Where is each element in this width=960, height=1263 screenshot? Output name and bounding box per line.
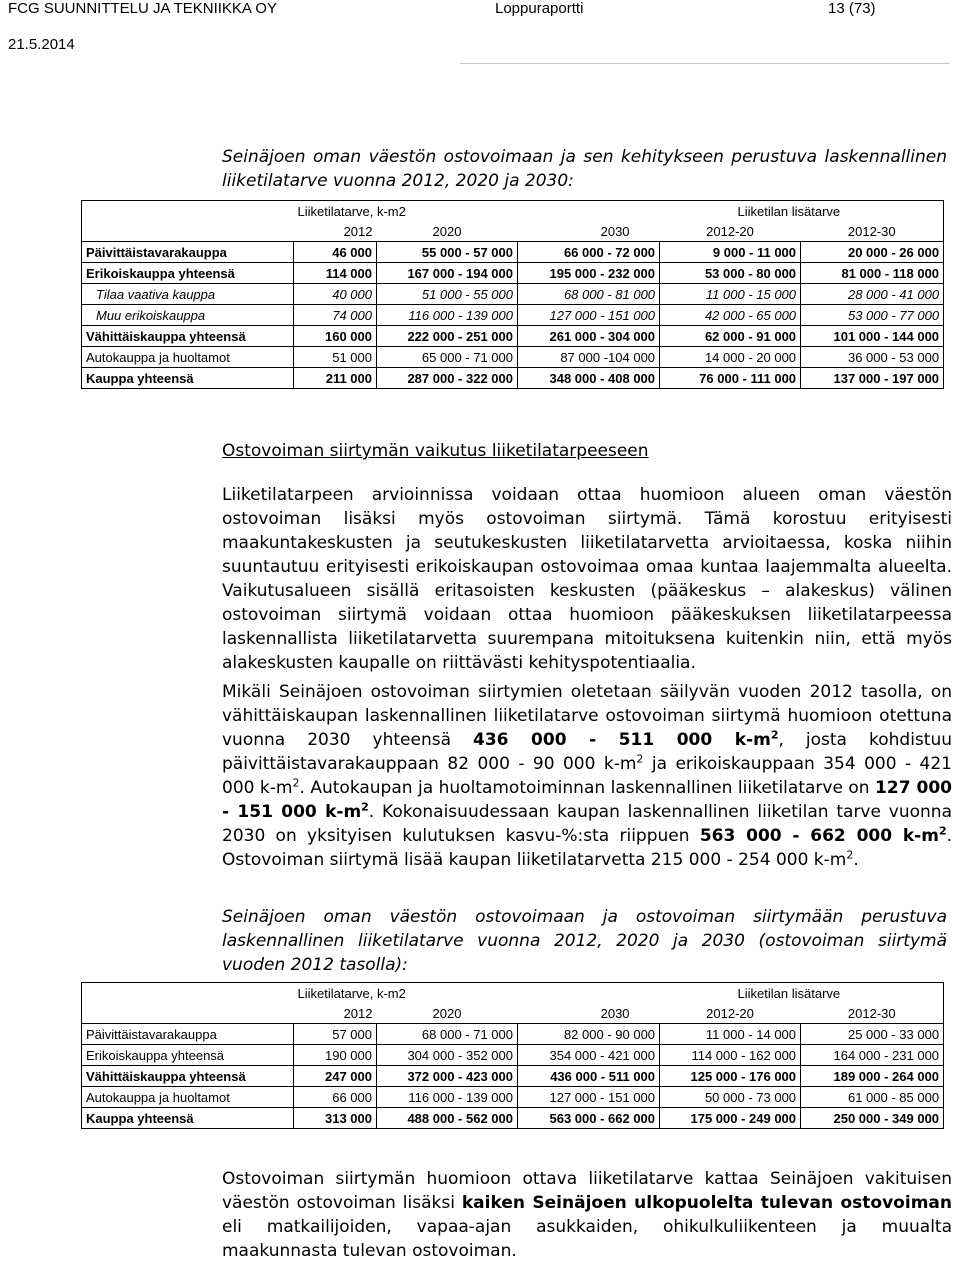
table-row — [82, 305, 944, 326]
row-label: Erikoiskauppa yhteensä — [82, 263, 294, 284]
cell: 42 000 - 65 000 — [660, 305, 801, 326]
cell: 116 000 - 139 000 — [377, 1087, 518, 1108]
row-label: Tilaa vaativa kauppa — [82, 284, 294, 305]
cell: 81 000 - 118 000 — [801, 263, 944, 284]
cell: 51 000 - 55 000 — [377, 284, 518, 305]
cell: 189 000 - 264 000 — [801, 1066, 944, 1087]
table-row — [82, 326, 944, 347]
cell: 211 000 — [294, 368, 377, 389]
cell: 488 000 - 562 000 — [377, 1108, 518, 1129]
cell: 25 000 - 33 000 — [801, 1024, 944, 1045]
cell: 36 000 - 53 000 — [801, 347, 944, 368]
table-year-row — [82, 221, 944, 242]
cell: 137 000 - 197 000 — [801, 368, 944, 389]
cell: 114 000 - 162 000 — [660, 1045, 801, 1066]
cell: 222 000 - 251 000 — [377, 326, 518, 347]
cell: 66 000 - 72 000 — [518, 242, 660, 263]
section-title: Ostovoiman siirtymän vaikutus liiketilatarpeeseen — [222, 441, 649, 461]
row-label: Erikoiskauppa yhteensä — [82, 1045, 294, 1066]
cell: 125 000 - 176 000 — [660, 1066, 801, 1087]
cell: 11 000 - 14 000 — [660, 1024, 801, 1045]
table-row — [82, 284, 944, 305]
cell: 372 000 - 423 000 — [377, 1066, 518, 1087]
table-row — [82, 1045, 944, 1066]
cell: 304 000 - 352 000 — [377, 1045, 518, 1066]
cell: 46 000 — [294, 242, 377, 263]
table-row — [82, 1087, 944, 1108]
cell: 65 000 - 71 000 — [377, 347, 518, 368]
table2-caption: Seinäjoen oman väestön ostovoimaan ja ostovoiman siirtymään perustuva laskennallinen liiketilatarve vuonna 2012, 2020 ja 2030 (ostovoiman siirtymä vuoden 2012 tasolla): — [222, 907, 947, 975]
row-label: Kauppa yhteensä — [82, 368, 294, 389]
year-cell: 2012 — [343, 1005, 373, 1021]
cell: 436 000 - 511 000 — [518, 1066, 660, 1087]
header-additional-demand: Liiketilan lisätarve — [660, 201, 944, 222]
cell: 66 000 — [294, 1087, 377, 1108]
cell: 354 000 - 421 000 — [518, 1045, 660, 1066]
cell: 74 000 — [294, 305, 377, 326]
table-header-row — [82, 983, 944, 1004]
cell: 20 000 - 26 000 — [801, 242, 944, 263]
cell: 563 000 - 662 000 — [518, 1108, 660, 1129]
year-cell: 2020 — [432, 223, 462, 239]
table-row — [82, 1066, 944, 1087]
table-own-population — [81, 200, 944, 389]
row-label: Vähittäiskauppa yhteensä — [82, 326, 294, 347]
cell: 250 000 - 349 000 — [801, 1108, 944, 1129]
year-cell: 2030 — [600, 1005, 630, 1021]
paragraph-coverage: Ostovoiman siirtymän huomioon ottava liiketilatarve kattaa Seinäjoen vakituisen väestön ostovoiman lisäksi kaiken Seinäjoen ulkopuolelta tulevan ostovoiman eli matkailijoiden, vapaa-ajan asukkaiden, ohikulkuliikenteen ja muualta maakunnasta tulevan ostovoiman. — [222, 1169, 952, 1261]
cell: 53 000 - 77 000 — [801, 305, 944, 326]
header-space-demand: Liiketilatarve, k-m2 — [294, 983, 660, 1004]
cell: 55 000 - 57 000 — [377, 242, 518, 263]
table-row — [82, 263, 944, 284]
cell: 190 000 — [294, 1045, 377, 1066]
cell: 68 000 - 71 000 — [377, 1024, 518, 1045]
cell: 127 000 - 151 000 — [518, 305, 660, 326]
cell: 51 000 — [294, 347, 377, 368]
page-number: 13 (73) — [828, 0, 876, 17]
cell: 62 000 - 91 000 — [660, 326, 801, 347]
year-cell: 2012 — [343, 223, 373, 239]
cell: 348 000 - 408 000 — [518, 368, 660, 389]
emphasis-outside-purchasing-power: kaiken Seinäjoen ulkopuolelta tulevan ostovoiman — [461, 1193, 952, 1213]
table-row — [82, 242, 944, 263]
table1-caption: Seinäjoen oman väestön ostovoimaan ja sen kehitykseen perustuva laskennallinen liiketilatarve vuonna 2012, 2020 ja 2030: — [222, 147, 947, 191]
cell: 313 000 — [294, 1108, 377, 1129]
cell: 114 000 — [294, 263, 377, 284]
table-row — [82, 368, 944, 389]
cell: 28 000 - 41 000 — [801, 284, 944, 305]
cell: 14 000 - 20 000 — [660, 347, 801, 368]
row-label: Päivittäistavarakauppa — [82, 242, 294, 263]
year-cell: 2012-30 — [801, 1003, 944, 1024]
row-label: Muu erikoiskauppa — [82, 305, 294, 326]
table-with-transfer — [81, 982, 944, 1129]
cell: 195 000 - 232 000 — [518, 263, 660, 284]
header-space-demand: Liiketilatarve, k-m2 — [294, 201, 660, 222]
cell: 11 000 - 15 000 — [660, 284, 801, 305]
paragraph-demand-estimate: Mikäli Seinäjoen ostovoiman siirtymien oletetaan säilyvän vuoden 2012 tasolla, on vähittäiskaupan laskennallinen liiketilatarve ostovoiman siirtymä huomioon otettuna vuonna 2030 yhteensä 436 000 - 511 000 $k-m^2$, josta kohdistuu päivittäistavarakauppaan 82 000 - 90 000 $k-m^2$ ja erikoiskauppaan 354 000 - 421 000 $k-m^2$. Autokaupan ja huoltamotoiminnan laskennallinen liiketilatarve on 127 000 - 151 000 $k-m^2$. Kokonaisuudessaan kaupan laskennallinen liiketilan tarve vuonna 2030 on yksityisen kulutuksen kasvu-%:sta riippuen 563 000 - 662 000 $k-m^2$. Ostovoiman siirtymä lisää kaupan liiketilatarvetta 215 000 - 254 000 $k-m^2$. — [222, 682, 953, 870]
table-header-row — [82, 201, 944, 222]
cell: 9 000 - 11 000 — [660, 242, 801, 263]
company-name: FCG SUUNNITTELU JA TEKNIIKKA OY — [8, 0, 277, 17]
cell: 57 000 — [294, 1024, 377, 1045]
trade-total-value: 563 000 - 662 000 $k-m^2$ — [699, 824, 947, 846]
cell: 53 000 - 80 000 — [660, 263, 801, 284]
row-label: Autokauppa ja huoltamot — [82, 347, 294, 368]
year-cell: 2012-20 — [706, 1005, 754, 1021]
cell: 160 000 — [294, 326, 377, 347]
auto-trade-value: 127 000 - 151 000 $k-m^2$ — [222, 778, 953, 822]
cell: 127 000 - 151 000 — [518, 1087, 660, 1108]
cell: 61 000 - 85 000 — [801, 1087, 944, 1108]
cell: 50 000 - 73 000 — [660, 1087, 801, 1108]
table-row — [82, 1024, 944, 1045]
row-label: Vähittäiskauppa yhteensä — [82, 1066, 294, 1087]
cell: 287 000 - 322 000 — [377, 368, 518, 389]
cell: 82 000 - 90 000 — [518, 1024, 660, 1045]
paragraph-purchasing-power: Liiketilatarpeen arvioinnissa voidaan ottaa huomioon alueen oman väestön ostovoiman lisäksi myös ostovoiman siirtymä. Tämä korostuu erityisesti maakuntakeskusten ja seutukeskusten liiketilatarvetta arvioitaessa, koska niihin suuntautuu erityisesti erikoiskaupan ostovoimaa omaa kuntaa laajemmalta alueelta. Vaikutusalueen sisällä eritasoisten keskusten (pääkeskus – alakeskus) välinen ostovoiman siirtymä voidaan ottaa huomioon pääkeskuksen liiketilatarpeessa laskennallista liiketilatarvetta suurempana mitoituksena kuitenkin niin, että myös alakeskusten kaupalle on riittävästi kehityspotentiaalia. — [222, 485, 952, 673]
year-cell: 2020 — [432, 1005, 462, 1021]
document-title: Loppuraportti — [495, 0, 584, 17]
cell: 101 000 - 144 000 — [801, 326, 944, 347]
year-cell: 2012-20 — [706, 223, 754, 239]
cell: 164 000 - 231 000 — [801, 1045, 944, 1066]
cell: 167 000 - 194 000 — [377, 263, 518, 284]
table-row — [82, 1108, 944, 1129]
document-date: 21.5.2014 — [8, 36, 75, 53]
cell: 68 000 - 81 000 — [518, 284, 660, 305]
retail-total-value: 436 000 - 511 000 $k-m^2$ — [473, 728, 779, 750]
year-cell: 2030 — [600, 223, 630, 239]
table-year-row — [82, 1003, 944, 1024]
row-label: Päivittäistavarakauppa — [82, 1024, 294, 1045]
header-additional-demand: Liiketilan lisätarve — [660, 983, 944, 1004]
cell: 247 000 — [294, 1066, 377, 1087]
cell: 116 000 - 139 000 — [377, 305, 518, 326]
row-label: Autokauppa ja huoltamot — [82, 1087, 294, 1108]
cell: 261 000 - 304 000 — [518, 326, 660, 347]
cell: 40 000 — [294, 284, 377, 305]
header-divider — [460, 63, 950, 64]
cell: 87 000 -104 000 — [518, 347, 660, 368]
table-row — [82, 347, 944, 368]
cell: 76 000 - 111 000 — [660, 368, 801, 389]
row-label: Kauppa yhteensä — [82, 1108, 294, 1129]
cell: 175 000 - 249 000 — [660, 1108, 801, 1129]
year-cell: 2012-30 — [801, 221, 944, 242]
